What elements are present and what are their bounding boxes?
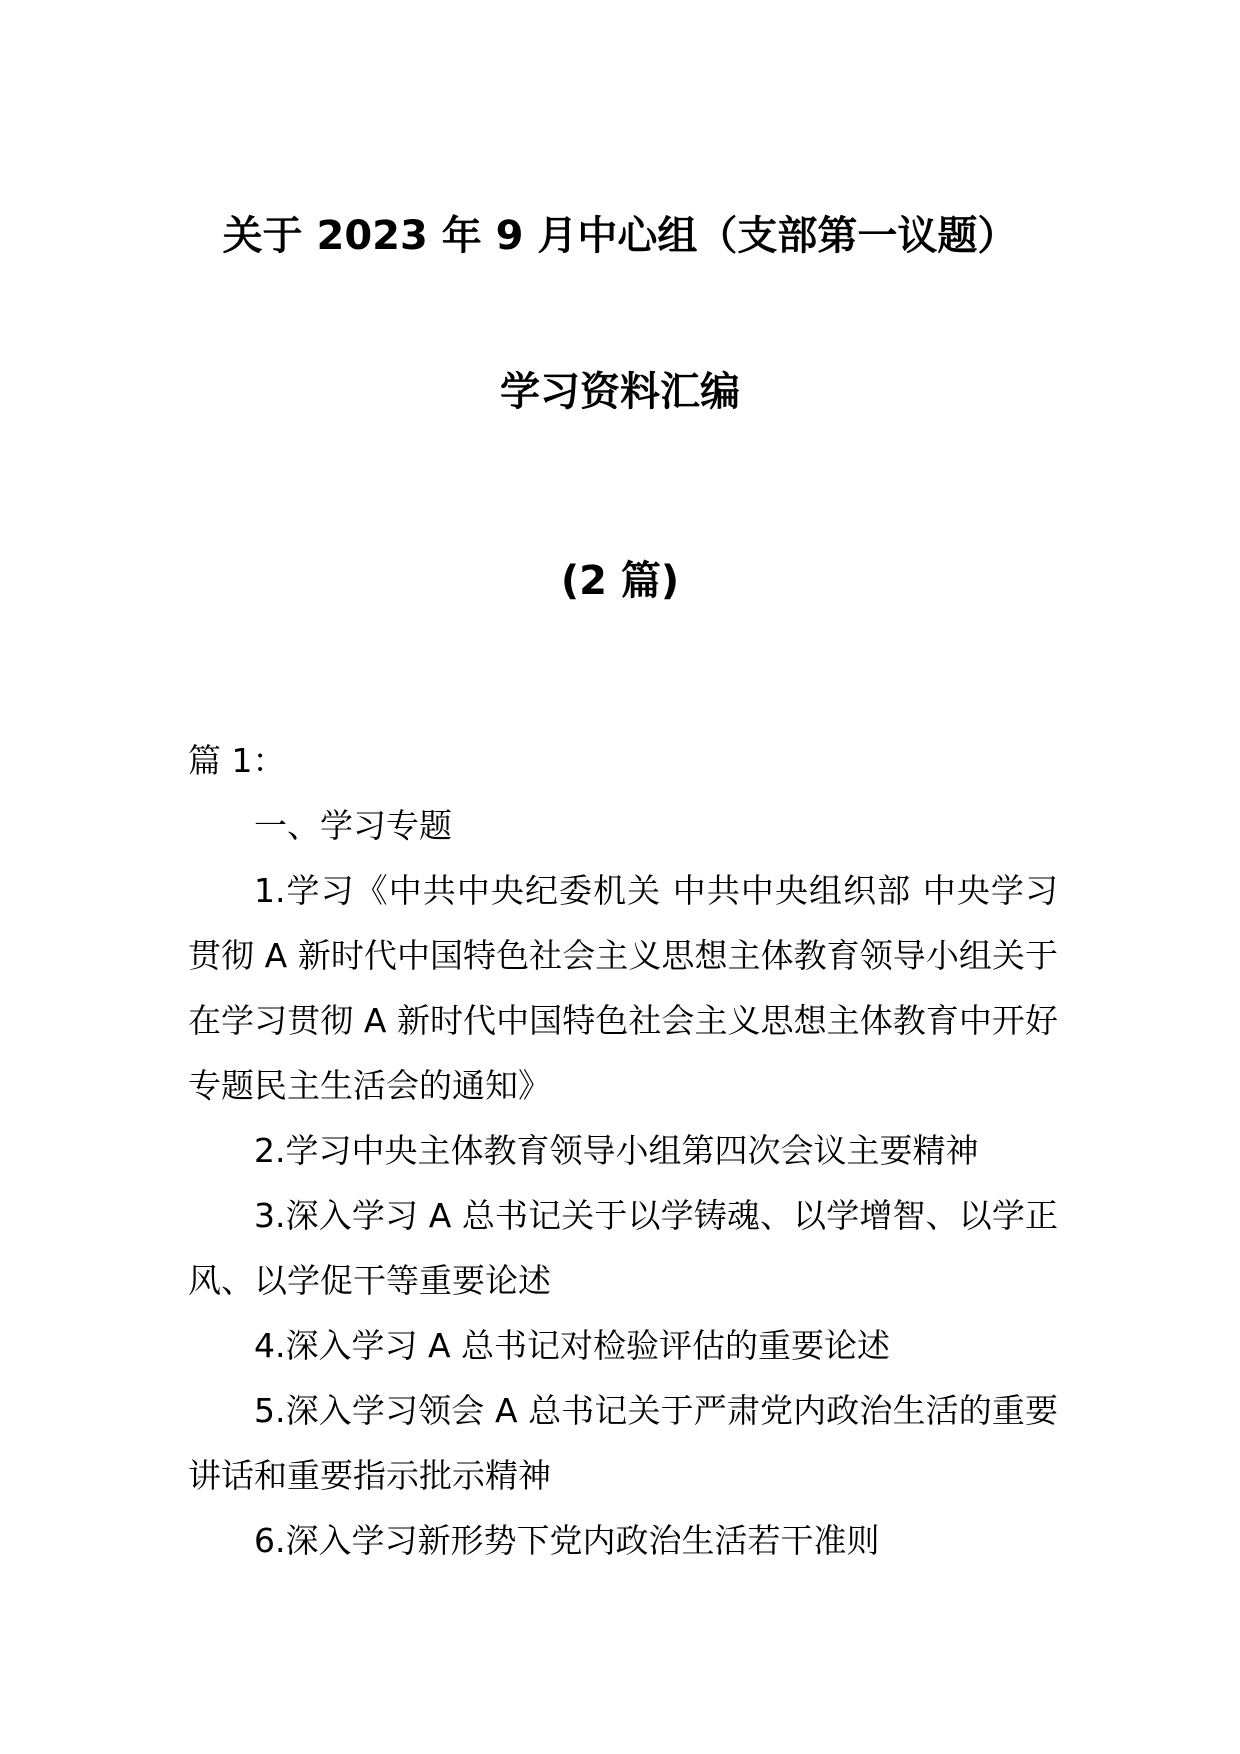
document-title-line-2: 学习资料汇编 [500, 369, 740, 415]
study-topic-item: 6.深入学习新形势下党内政治生活若干准则 [254, 1521, 880, 1560]
study-topic-item: 4.深入学习 A 总书记对检验评估的重要论述 [254, 1326, 891, 1365]
document-title-line-1: 关于 2023 年 9 月中心组（支部第一议题） [222, 213, 1018, 259]
study-topic-item: 2.学习中央主体教育领导小组第四次会议主要精神 [254, 1131, 979, 1170]
study-topic-item: 1.学习《中共中央纪委机关 中共中央组织部 中央学习贯彻 A 新时代中国特色社会主义思想主体教育领导小组关于在学习贯彻 A 新时代中国特色社会主义思想主体教育中开好专题民主生活会的通知》 [188, 871, 1058, 1105]
study-topic-item: 3.深入学习 A 总书记关于以学铸魂、以学增智、以学正风、以学促干等重要论述 [188, 1196, 1058, 1300]
section-heading: 一、学习专题 [254, 806, 452, 845]
study-topic-item: 5.深入学习领会 A 总书记关于严肃党内政治生活的重要讲话和重要指示批示精神 [188, 1391, 1058, 1495]
document-title-count: (2 篇) [560, 558, 680, 604]
study-topics-section [188, 793, 1058, 1573]
chapter-label: 篇 1： [188, 741, 286, 780]
